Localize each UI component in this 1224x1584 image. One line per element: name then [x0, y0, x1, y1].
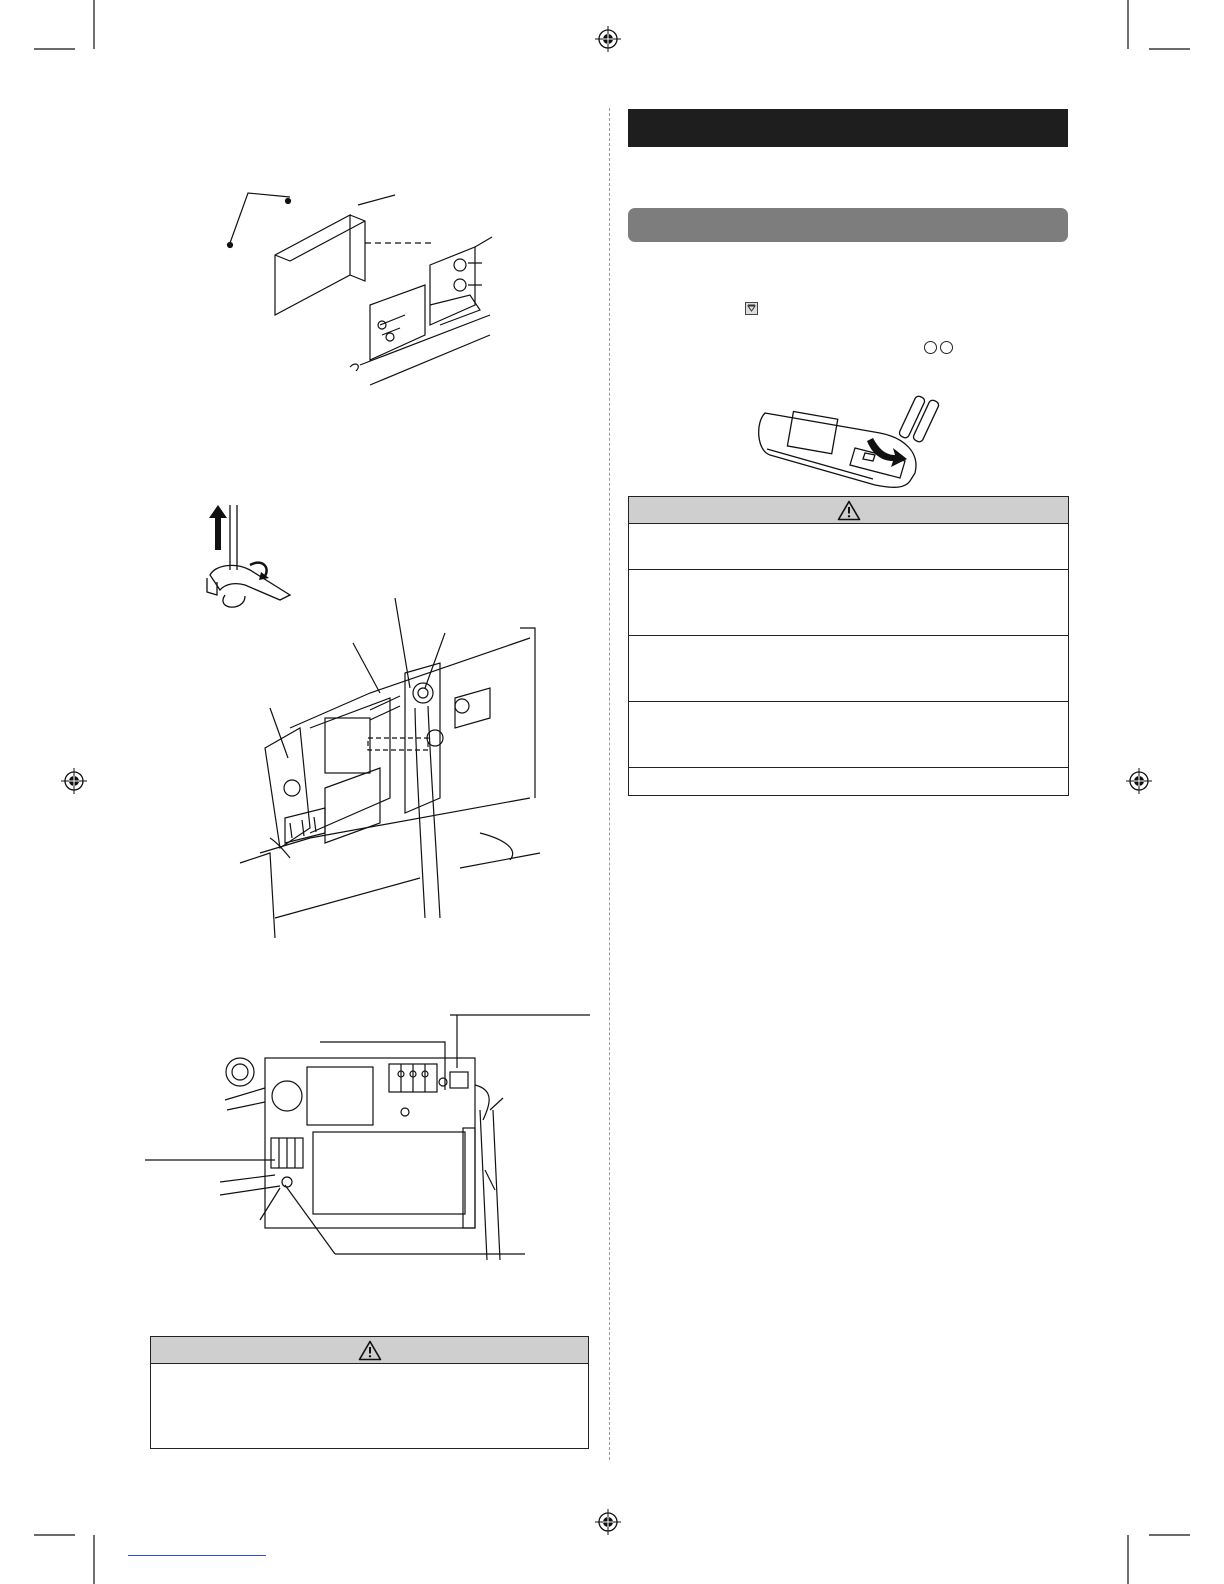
section-title-bar: [628, 109, 1068, 147]
warning-triangle-icon: [358, 1340, 382, 1361]
warning-triangle-icon: [837, 500, 861, 521]
column-divider: [609, 108, 610, 1460]
crop-mark-icon: [34, 1535, 94, 1584]
subsection-title-bar: [628, 208, 1068, 242]
caution-box-left: [150, 1336, 589, 1449]
registration-mark-icon: [61, 768, 87, 794]
registration-mark-icon: [595, 26, 621, 52]
caution-row: [629, 702, 1068, 768]
caution-header: [629, 497, 1068, 524]
registration-mark-icon: [1126, 768, 1152, 794]
battery-icon: [898, 395, 940, 443]
cable-routing-figure: [230, 598, 550, 943]
caution-row: [629, 524, 1068, 570]
remote-control-figure: [755, 393, 945, 490]
cover-removal-figure: [220, 185, 500, 395]
battery-cover-icon: [745, 302, 758, 315]
caution-header: [151, 1337, 588, 1364]
crop-mark-icon: [1128, 0, 1190, 49]
caution-row: [151, 1364, 588, 1448]
registration-mark-icon: [595, 1509, 621, 1535]
circle-mark-icon: [940, 341, 953, 354]
arrow-icon: [209, 505, 227, 550]
caution-box-right: [628, 496, 1069, 796]
terminal-board-figure: [145, 1010, 595, 1265]
caution-row: [629, 570, 1068, 636]
caution-row: [629, 636, 1068, 702]
link-underline: [128, 1555, 266, 1556]
crop-mark-icon: [1128, 1535, 1190, 1584]
circle-mark-icon: [924, 341, 937, 354]
caution-row: [629, 768, 1068, 794]
crop-mark-icon: [34, 0, 94, 49]
